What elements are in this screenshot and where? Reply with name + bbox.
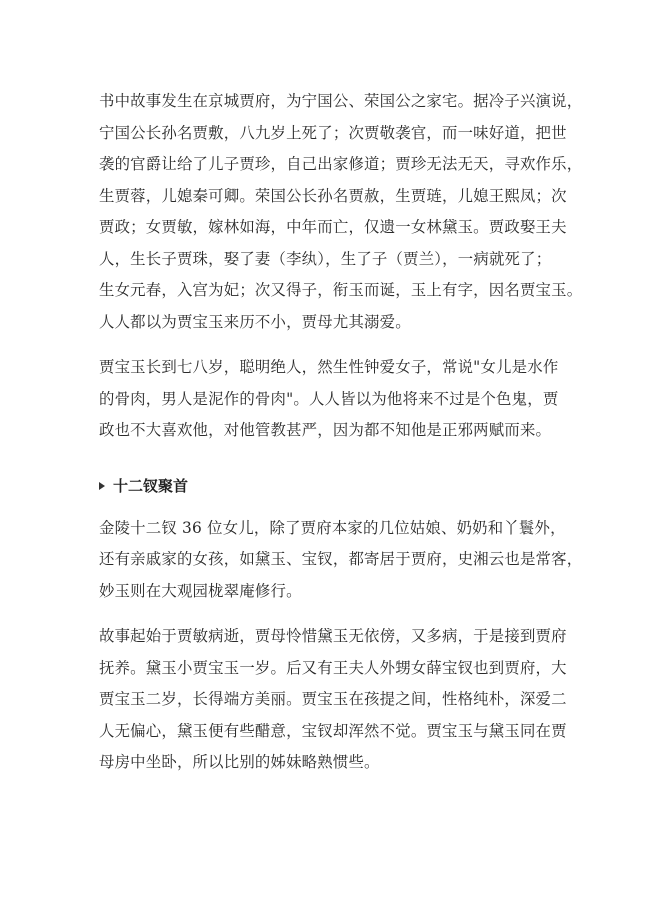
text-line: 母房中坐卧，所以比别的姊妹略熟惯些。 — [99, 753, 380, 771]
text-line: 生女元春，入宫为妃；次又得子，衔玉而诞，玉上有字，因名贾宝玉。 — [99, 281, 583, 299]
section-heading-text: 十二钗聚首 — [113, 477, 189, 495]
text-line: 金陵十二钗 36 位女儿，除了贾府本家的几位姑娘、奶奶和丫鬟外， — [99, 518, 566, 537]
text-line: 人无偏心，黛玉便有些醋意，宝钗却浑然不觉。贾宝玉与黛玉同在贾 — [99, 721, 567, 740]
paragraph-1 — [99, 86, 583, 338]
text-line: 人，生长子贾珠，娶了妻（李纨），生了子（贾兰），一病就死了； — [99, 249, 552, 268]
text-line: 故事起始于贾敏病逝，贾母怜惜黛玉无依傍，又多病，于是接到贾府 — [99, 627, 567, 645]
section-heading — [99, 471, 561, 501]
text-line: 贾宝玉长到七八岁，聪明绝人，然生性钟爱女子，常说"女儿是水作 — [99, 358, 559, 376]
text-line: 宁国公长孙名贾敷，八九岁上死了；次贾敬袭官，而一味好道，把世 — [99, 123, 567, 142]
text-line: 书中故事发生在京城贾府，为宁国公、荣国公之家宅。据冷子兴演说， — [99, 92, 583, 110]
text-line: 抚养。黛玉小贾宝玉一岁。后又有王夫人外甥女薛宝钗也到贾府，大 — [99, 658, 567, 677]
text-line: 贾宝玉二岁，长得端方美丽。贾宝玉在孩提之间，性格纯朴，深爱二 — [99, 690, 567, 708]
text-line: 人人都以为贾宝玉来历不小，贾母尤其溺爱。 — [99, 312, 411, 331]
text-line: 政也不大喜欢他，对他管教甚严，因为都不知他是正邪两赋而来。 — [99, 421, 552, 439]
paragraph-3 — [99, 513, 583, 608]
paragraph-4 — [99, 621, 567, 779]
text-line: 的骨肉，男人是泥作的骨肉"。人人皆以为他将来不过是个色鬼，贾 — [99, 389, 559, 408]
text-line: 生贾蓉，儿媳秦可卿。荣国公长孙名贾赦，生贾琏，儿媳王熙凤；次 — [99, 186, 567, 205]
triangle-bullet-icon — [99, 482, 105, 490]
text-line: 妙玉则在大观园栊翠庵修行。 — [99, 581, 302, 600]
text-line: 还有亲戚家的女孩，如黛玉、宝钗，都寄居于贾府，史湘云也是常客， — [99, 550, 583, 568]
text-line: 贾政；女贾敏，嫁林如海，中年而亡，仅遗一女林黛玉。贾政娶王夫 — [99, 218, 567, 236]
text-line: 袭的官爵让给了儿子贾珍，自己出家修道；贾珍无法无天，寻欢作乐， — [99, 155, 583, 173]
paragraph-2 — [99, 352, 561, 447]
document-page — [99, 86, 583, 779]
